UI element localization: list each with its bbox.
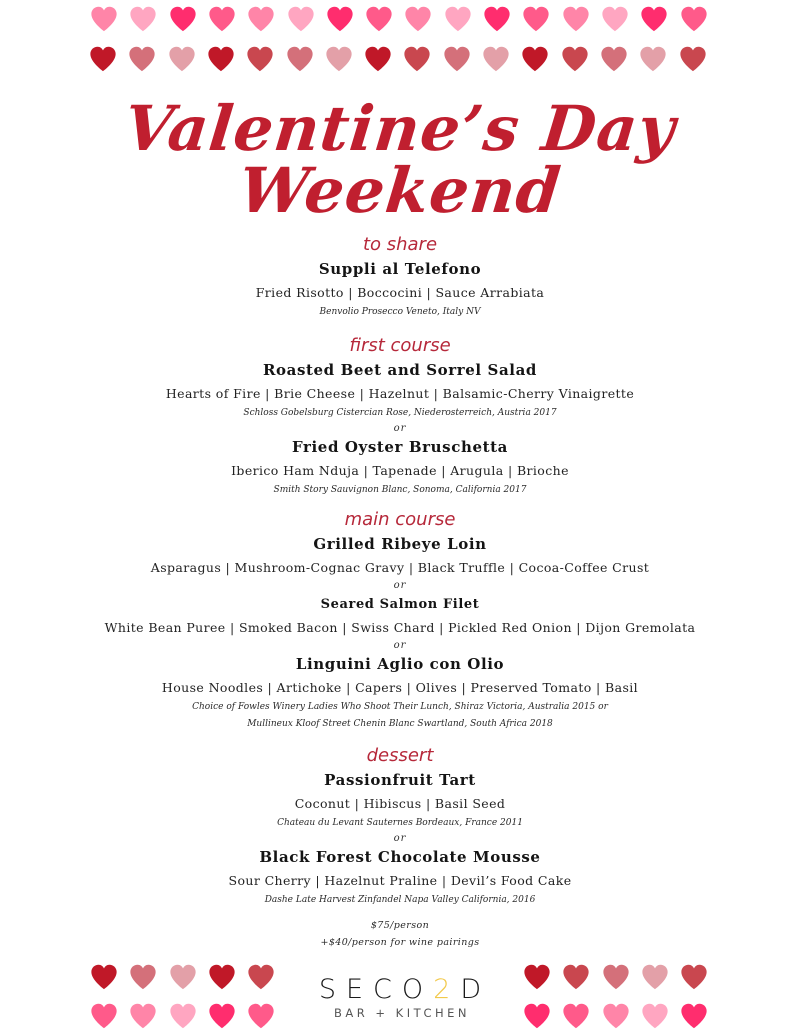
logo-text-part: SECO xyxy=(318,974,434,1005)
wine-pairing: Dashe Late Harvest Zinfandel Napa Valley California, 2016 xyxy=(264,895,536,905)
dish-name: Roasted Beet and Sorrel Salad xyxy=(262,361,538,379)
heart-icon xyxy=(561,1002,591,1030)
dish-description: House Noodles | Artichoke | Capers | Olives | Preserved Tomato | Basil xyxy=(161,680,639,695)
or-divider: or xyxy=(393,580,407,591)
heart-icon xyxy=(324,45,354,73)
heart-icon xyxy=(560,45,590,73)
heart-icon xyxy=(601,963,631,991)
heart-icon xyxy=(442,45,472,73)
dish-name: Seared Salmon Filet xyxy=(320,597,480,612)
heart-icon xyxy=(678,45,708,73)
logo-wordmark xyxy=(300,975,500,1005)
heart-icon xyxy=(127,45,157,73)
page-title-line-2: Weekend xyxy=(235,154,565,227)
section-heading: dessert xyxy=(366,745,434,766)
wine-pairing-price: +$40/person for wine pairings xyxy=(320,937,480,948)
heart-icon xyxy=(599,45,629,73)
heart-icon xyxy=(206,45,236,73)
dish-description: Hearts of Fire | Brie Cheese | Hazelnut | Balsamic-Cherry Vinaigrette xyxy=(165,386,635,401)
heart-icon xyxy=(482,5,512,33)
section-main-course xyxy=(0,507,800,733)
menu xyxy=(0,232,800,951)
dish-description: Iberico Ham Nduja | Tapenade | Arugula | Brioche xyxy=(231,463,569,478)
or-divider: or xyxy=(393,640,407,651)
heart-icon xyxy=(246,5,276,33)
heart-icon xyxy=(364,5,394,33)
dish-name: Black Forest Chocolate Mousse xyxy=(259,848,541,866)
section-heading: main course xyxy=(344,509,456,530)
section-first-course xyxy=(0,333,800,499)
heart-icon xyxy=(638,45,668,73)
or-divider: or xyxy=(393,423,407,434)
dish-description: Asparagus | Mushroom-Cognac Gravy | Black Truffle | Cocoa-Coffee Crust xyxy=(150,560,650,575)
heart-icon xyxy=(679,963,709,991)
wine-pairing: Benvolio Prosecco Veneto, Italy NV xyxy=(319,307,481,317)
heart-icon xyxy=(561,963,591,991)
heart-icon xyxy=(286,5,316,33)
heart-icon xyxy=(601,1002,631,1030)
dish-description: White Bean Puree | Smoked Bacon | Swiss Chard | Pickled Red Onion | Dijon Gremolata xyxy=(104,620,696,635)
pricing xyxy=(0,917,800,951)
heart-icon xyxy=(89,5,119,33)
heart-icon xyxy=(402,45,432,73)
heart-icon xyxy=(679,5,709,33)
or-divider: or xyxy=(393,833,407,844)
wine-pairing: Mullineux Kloof Street Chenin Blanc Swartland, South Africa 2018 xyxy=(247,719,553,729)
heart-icon xyxy=(561,5,591,33)
price-per-person: $75/person xyxy=(370,920,430,931)
heart-icon xyxy=(443,5,473,33)
heart-icon xyxy=(522,963,552,991)
dish-name: Grilled Ribeye Loin xyxy=(313,535,487,553)
restaurant-logo xyxy=(300,975,500,1021)
wine-pairing: Choice of Fowles Winery Ladies Who Shoot Their Lunch, Shiraz Victoria, Australia 2015 or xyxy=(192,702,608,712)
dish-description: Sour Cherry | Hazelnut Praline | Devil’s Food Cake xyxy=(228,873,572,888)
heart-icon xyxy=(207,5,237,33)
page-title-line-1: Valentine’s Day xyxy=(120,92,680,165)
heart-icon xyxy=(168,5,198,33)
heart-icon xyxy=(88,45,118,73)
logo-accent-2-glyph: 2 xyxy=(433,974,461,1005)
heart-icon xyxy=(403,5,433,33)
logo-text-part: D xyxy=(460,974,492,1005)
heart-icon xyxy=(167,45,197,73)
dish-name: Linguini Aglio con Olio xyxy=(295,655,505,673)
heart-icon xyxy=(245,45,275,73)
dish-name: Fried Oyster Bruschetta xyxy=(292,438,508,456)
wine-pairing: Schloss Gobelsburg Cistercian Rose, Niederosterreich, Austria 2017 xyxy=(243,408,557,418)
logo-tagline: BAR + KITCHEN xyxy=(333,1006,471,1020)
dish-description: Coconut | Hibiscus | Basil Seed xyxy=(294,796,506,811)
heart-icon xyxy=(128,5,158,33)
heart-border-top-row-2 xyxy=(0,45,800,75)
heart-icon xyxy=(679,1002,709,1030)
heart-icon xyxy=(481,45,511,73)
dish-name: Suppli al Telefono xyxy=(318,260,482,278)
heart-icon xyxy=(640,1002,670,1030)
heart-icon xyxy=(522,1002,552,1030)
dish-description: Fried Risotto | Boccocini | Sauce Arrabiata xyxy=(255,285,545,300)
heart-icon xyxy=(325,5,355,33)
dish-name: Passionfruit Tart xyxy=(324,771,476,789)
wine-pairing: Chateau du Levant Sauternes Bordeaux, France 2011 xyxy=(277,818,523,828)
heart-icon xyxy=(600,5,630,33)
heart-icon xyxy=(639,5,669,33)
section-heading: to share xyxy=(362,234,438,255)
heart-icon xyxy=(640,963,670,991)
heart-icon xyxy=(521,5,551,33)
heart-icon xyxy=(520,45,550,73)
section-to-share xyxy=(0,232,800,321)
wine-pairing: Smith Story Sauvignon Blanc, Sonoma, California 2017 xyxy=(273,485,527,495)
heart-icon xyxy=(363,45,393,73)
section-dessert xyxy=(0,743,800,909)
heart-border-top-row-1 xyxy=(0,5,800,35)
section-heading: first course xyxy=(349,335,451,356)
heart-icon xyxy=(285,45,315,73)
